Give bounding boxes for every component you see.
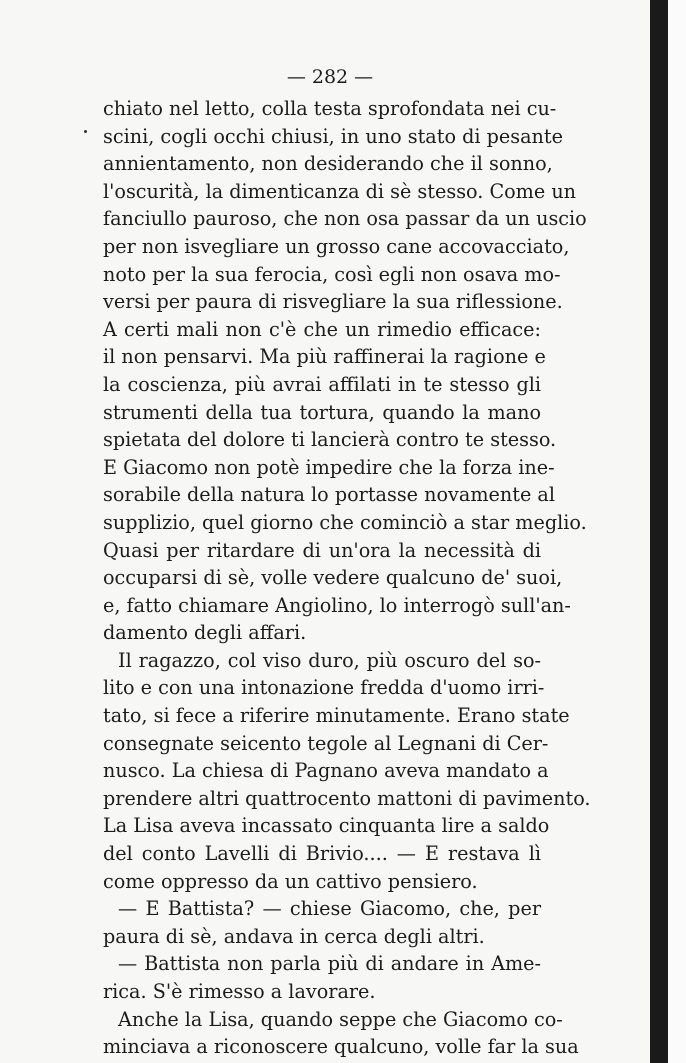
text-line: A certi mali non c'è che un rimedio efficace: xyxy=(103,317,541,341)
text-line: chiato nel letto, colla testa sprofondata nei cu- xyxy=(103,97,557,120)
text-line: supplizio, quel giorno che cominciò a star meglio. xyxy=(103,510,587,534)
text-line: La Lisa aveva incassato cinquanta lire a saldo xyxy=(103,814,550,838)
text-line: consegnate seicento tegole al Legnani di Cer- xyxy=(103,731,549,755)
text-line: per non isvegliare un grosso cane accovacciato, xyxy=(103,234,570,258)
text-line: occuparsi di sè, volle vedere qualcuno de' suoi, xyxy=(103,566,563,590)
text-line: spietata del dolore ti lancierà contro te stesso. xyxy=(103,428,557,452)
text-line: la coscienza, più avrai affilati in te stesso gli xyxy=(103,372,541,396)
text-line: Anche la Lisa, quando seppe che Giacomo co- xyxy=(118,1007,563,1031)
text-line: damento degli affari. xyxy=(103,621,307,645)
page-text xyxy=(103,95,591,1061)
text-line: E Giacomo non potè impedire che la forza ine- xyxy=(103,455,555,479)
text-line: e, fatto chiamare Angiolino, lo interrogò sull'an- xyxy=(103,593,571,617)
page-margin-strip xyxy=(668,0,686,1063)
text-line: sorabile della natura lo portasse novamente al xyxy=(103,483,555,507)
text-line: strumenti della tua tortura, quando la mano xyxy=(103,400,541,424)
text-line: lito e con una intonazione fredda d'uomo irri- xyxy=(103,676,545,700)
text-line: il non pensarvi. Ma più raffinerai la ragione e xyxy=(103,345,546,369)
text-line: Il ragazzo, col viso duro, più oscuro del so- xyxy=(118,648,541,672)
margin-mark xyxy=(84,130,87,133)
text-line: tato, si fece a riferire minutamente. Erano state xyxy=(103,704,570,728)
text-line: minciava a riconoscere qualcuno, volle far la sua xyxy=(103,1035,579,1059)
text-line: prendere altri quattrocento mattoni di pavimento. xyxy=(103,786,591,810)
text-line: paura di sè, andava in cerca degli altri. xyxy=(103,924,485,948)
text-line: scini, cogli occhi chiusi, in uno stato di pesante xyxy=(103,124,563,148)
text-line: come oppresso da un cattivo pensiero. xyxy=(103,869,478,893)
text-line: rica. S'è rimesso a lavorare. xyxy=(103,980,376,1003)
text-line: versi per paura di risvegliare la sua riflessione. xyxy=(103,290,563,314)
text-line: l'oscurità, la dimenticanza di sè stesso. Come un xyxy=(103,179,577,203)
text-line: fanciullo pauroso, che non osa passar da un uscio xyxy=(103,207,587,231)
text-line: noto per la sua ferocia, così egli non osava mo- xyxy=(103,262,561,286)
text-line: Quasi per ritardare di un'ora la necessità di xyxy=(103,538,541,562)
text-line: — E Battista? — chiese Giacomo, che, per xyxy=(118,897,541,921)
page-number: — 282 — xyxy=(286,66,374,88)
binding-edge xyxy=(650,0,668,1063)
text-line: annientamento, non desiderando che il sonno, xyxy=(103,152,553,176)
text-line: nusco. La chiesa di Pagnano aveva mandato a xyxy=(103,759,549,783)
text-line: del conto Lavelli di Brivio.... — E restava lì xyxy=(103,842,541,866)
text-line: — Battista non parla più di andare in Ame- xyxy=(118,952,541,976)
